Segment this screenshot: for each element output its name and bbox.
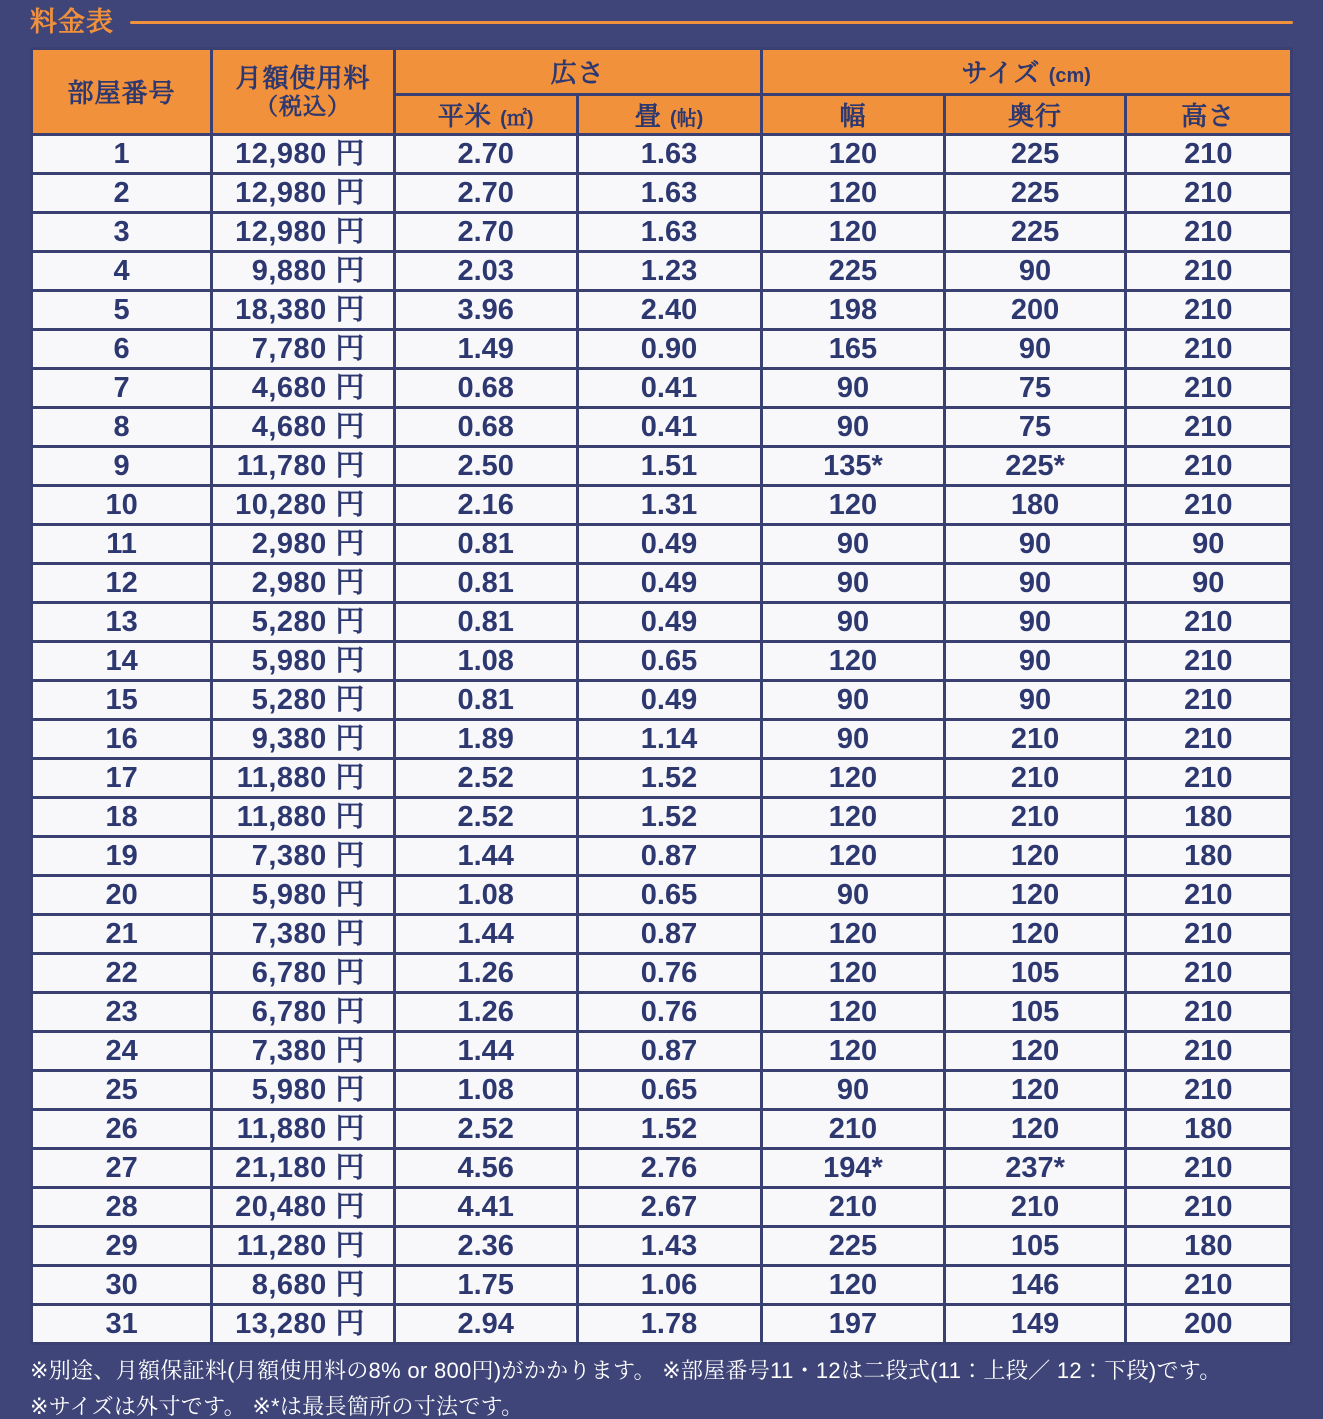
table-row xyxy=(32,642,1292,681)
height-cell: 210 xyxy=(1125,291,1291,330)
tatami-cell: 0.49 xyxy=(577,603,761,642)
height-cell: 210 xyxy=(1125,174,1291,213)
width-cell: 90 xyxy=(761,1071,945,1110)
tatami-cell: 0.65 xyxy=(577,876,761,915)
depth-cell: 180 xyxy=(945,486,1125,525)
height-cell: 210 xyxy=(1125,1188,1291,1227)
room-number-cell: 14 xyxy=(32,642,212,681)
sqm-cell: 0.81 xyxy=(394,564,577,603)
header-height-label: 高さ xyxy=(1181,101,1236,131)
height-cell: 210 xyxy=(1125,135,1291,174)
table-row xyxy=(32,603,1292,642)
sqm-cell: 1.49 xyxy=(394,330,577,369)
width-cell: 120 xyxy=(761,213,945,252)
room-number-cell: 13 xyxy=(32,603,212,642)
room-number-cell: 24 xyxy=(32,1032,212,1071)
price-cell: 11,880 円 xyxy=(212,1110,395,1149)
height-cell: 210 xyxy=(1125,1149,1291,1188)
tatami-cell: 0.49 xyxy=(577,681,761,720)
width-cell: 90 xyxy=(761,369,945,408)
sqm-cell: 0.81 xyxy=(394,525,577,564)
height-cell: 210 xyxy=(1125,642,1291,681)
tatami-cell: 0.76 xyxy=(577,954,761,993)
header-area-group-label: 広さ xyxy=(550,58,605,88)
room-number-cell: 7 xyxy=(32,369,212,408)
table-row xyxy=(32,954,1292,993)
price-cell: 5,980 円 xyxy=(212,642,395,681)
width-cell: 120 xyxy=(761,915,945,954)
table-row xyxy=(32,1110,1292,1149)
header-sqm xyxy=(394,95,577,135)
header-tatami-label: 畳 xyxy=(634,101,662,131)
tatami-cell: 1.63 xyxy=(577,135,761,174)
height-cell: 210 xyxy=(1125,369,1291,408)
header-room-number xyxy=(32,49,212,135)
table-body xyxy=(32,135,1292,1344)
room-number-cell: 1 xyxy=(32,135,212,174)
width-cell: 120 xyxy=(761,954,945,993)
table-row xyxy=(32,369,1292,408)
sqm-cell: 1.75 xyxy=(394,1266,577,1305)
header-room-number-label: 部屋番号 xyxy=(67,78,176,108)
depth-cell: 210 xyxy=(945,1188,1125,1227)
height-cell: 210 xyxy=(1125,993,1291,1032)
table-row xyxy=(32,408,1292,447)
height-cell: 210 xyxy=(1125,1032,1291,1071)
table-row xyxy=(32,213,1292,252)
depth-cell: 149 xyxy=(945,1305,1125,1344)
price-cell: 2,980 円 xyxy=(212,564,395,603)
sqm-cell: 1.26 xyxy=(394,954,577,993)
height-cell: 180 xyxy=(1125,837,1291,876)
room-number-cell: 23 xyxy=(32,993,212,1032)
tatami-cell: 1.31 xyxy=(577,486,761,525)
depth-cell: 120 xyxy=(945,915,1125,954)
width-cell: 90 xyxy=(761,408,945,447)
price-cell: 13,280 円 xyxy=(212,1305,395,1344)
width-cell: 197 xyxy=(761,1305,945,1344)
room-number-cell: 30 xyxy=(32,1266,212,1305)
room-number-cell: 16 xyxy=(32,720,212,759)
width-cell: 90 xyxy=(761,525,945,564)
price-cell: 20,480 円 xyxy=(212,1188,395,1227)
width-cell: 120 xyxy=(761,135,945,174)
height-cell: 210 xyxy=(1125,408,1291,447)
sqm-cell: 3.96 xyxy=(394,291,577,330)
price-cell: 11,880 円 xyxy=(212,759,395,798)
depth-cell: 120 xyxy=(945,1032,1125,1071)
tatami-cell: 0.65 xyxy=(577,642,761,681)
width-cell: 120 xyxy=(761,174,945,213)
depth-cell: 200 xyxy=(945,291,1125,330)
depth-cell: 90 xyxy=(945,681,1125,720)
depth-cell: 225 xyxy=(945,213,1125,252)
tatami-cell: 1.63 xyxy=(577,174,761,213)
depth-cell: 225 xyxy=(945,135,1125,174)
price-cell: 12,980 円 xyxy=(212,135,395,174)
height-cell: 180 xyxy=(1125,798,1291,837)
header-depth xyxy=(945,95,1125,135)
width-cell: 90 xyxy=(761,564,945,603)
room-number-cell: 29 xyxy=(32,1227,212,1266)
tatami-cell: 2.40 xyxy=(577,291,761,330)
width-cell: 165 xyxy=(761,330,945,369)
sqm-cell: 0.68 xyxy=(394,408,577,447)
height-cell: 210 xyxy=(1125,681,1291,720)
price-cell: 7,380 円 xyxy=(212,837,395,876)
footnote-guarantee-fee: ※別途、月額保証料(月額使用料の8% or 800円)がかかります。 ※部屋番号11・12は二段式(11：上段／ 12：下段)です。 xyxy=(30,1358,1222,1383)
depth-cell: 90 xyxy=(945,642,1125,681)
sqm-cell: 2.52 xyxy=(394,759,577,798)
title-row xyxy=(30,6,1293,38)
sqm-cell: 0.68 xyxy=(394,369,577,408)
depth-cell: 105 xyxy=(945,954,1125,993)
header-size-group-label: サイズ xyxy=(961,58,1041,88)
height-cell: 210 xyxy=(1125,252,1291,291)
depth-cell: 225 xyxy=(945,174,1125,213)
price-table xyxy=(30,47,1293,1345)
table-row xyxy=(32,330,1292,369)
tatami-cell: 0.90 xyxy=(577,330,761,369)
tatami-cell: 0.49 xyxy=(577,525,761,564)
sqm-cell: 1.44 xyxy=(394,837,577,876)
room-number-cell: 12 xyxy=(32,564,212,603)
width-cell: 198 xyxy=(761,291,945,330)
width-cell: 135* xyxy=(761,447,945,486)
sqm-cell: 4.41 xyxy=(394,1188,577,1227)
table-row xyxy=(32,291,1292,330)
table-row xyxy=(32,1032,1292,1071)
sqm-cell: 1.08 xyxy=(394,642,577,681)
table-row xyxy=(32,720,1292,759)
footnotes xyxy=(30,1357,1293,1419)
room-number-cell: 5 xyxy=(32,291,212,330)
height-cell: 210 xyxy=(1125,915,1291,954)
header-monthly-fee xyxy=(212,49,395,135)
header-monthly-fee-label: 月額使用料 xyxy=(235,63,371,94)
room-number-cell: 3 xyxy=(32,213,212,252)
table-row xyxy=(32,135,1292,174)
sqm-cell: 1.44 xyxy=(394,1032,577,1071)
width-cell: 194* xyxy=(761,1149,945,1188)
sqm-cell: 0.81 xyxy=(394,681,577,720)
header-width-label: 幅 xyxy=(839,101,867,131)
sqm-cell: 2.94 xyxy=(394,1305,577,1344)
sqm-cell: 2.70 xyxy=(394,213,577,252)
tatami-cell: 1.63 xyxy=(577,213,761,252)
room-number-cell: 25 xyxy=(32,1071,212,1110)
sqm-cell: 1.44 xyxy=(394,915,577,954)
table-row xyxy=(32,681,1292,720)
tatami-cell: 0.65 xyxy=(577,1071,761,1110)
price-cell: 10,280 円 xyxy=(212,486,395,525)
price-cell: 7,780 円 xyxy=(212,330,395,369)
price-cell: 12,980 円 xyxy=(212,174,395,213)
height-cell: 210 xyxy=(1125,954,1291,993)
tatami-cell: 0.76 xyxy=(577,993,761,1032)
room-number-cell: 31 xyxy=(32,1305,212,1344)
footnote-size-note: ※サイズは外寸です。 ※*は最長箇所の寸法です。 xyxy=(30,1393,524,1419)
header-area-group xyxy=(394,49,761,95)
tatami-cell: 1.43 xyxy=(577,1227,761,1266)
room-number-cell: 8 xyxy=(32,408,212,447)
room-number-cell: 22 xyxy=(32,954,212,993)
depth-cell: 210 xyxy=(945,798,1125,837)
room-number-cell: 26 xyxy=(32,1110,212,1149)
sqm-cell: 2.70 xyxy=(394,135,577,174)
width-cell: 210 xyxy=(761,1110,945,1149)
depth-cell: 146 xyxy=(945,1266,1125,1305)
sqm-cell: 1.26 xyxy=(394,993,577,1032)
room-number-cell: 18 xyxy=(32,798,212,837)
table-row xyxy=(32,486,1292,525)
width-cell: 120 xyxy=(761,837,945,876)
height-cell: 210 xyxy=(1125,876,1291,915)
sqm-cell: 2.70 xyxy=(394,174,577,213)
price-cell: 11,880 円 xyxy=(212,798,395,837)
depth-cell: 90 xyxy=(945,525,1125,564)
table-row xyxy=(32,993,1292,1032)
depth-cell: 90 xyxy=(945,252,1125,291)
header-sqm-label: 平米 xyxy=(437,101,492,131)
room-number-cell: 4 xyxy=(32,252,212,291)
table-row xyxy=(32,1188,1292,1227)
sqm-cell: 2.52 xyxy=(394,798,577,837)
tatami-cell: 1.23 xyxy=(577,252,761,291)
sqm-cell: 2.50 xyxy=(394,447,577,486)
table-header xyxy=(32,49,1292,135)
depth-cell: 120 xyxy=(945,1110,1125,1149)
room-number-cell: 2 xyxy=(32,174,212,213)
width-cell: 120 xyxy=(761,993,945,1032)
sqm-cell: 1.08 xyxy=(394,1071,577,1110)
width-cell: 225 xyxy=(761,252,945,291)
table-row xyxy=(32,837,1292,876)
table-row xyxy=(32,525,1292,564)
height-cell: 180 xyxy=(1125,1110,1291,1149)
depth-cell: 210 xyxy=(945,720,1125,759)
height-cell: 90 xyxy=(1125,525,1291,564)
width-cell: 120 xyxy=(761,486,945,525)
width-cell: 90 xyxy=(761,876,945,915)
room-number-cell: 9 xyxy=(32,447,212,486)
table-row xyxy=(32,1149,1292,1188)
height-cell: 210 xyxy=(1125,330,1291,369)
room-number-cell: 6 xyxy=(32,330,212,369)
tatami-cell: 1.52 xyxy=(577,1110,761,1149)
page-title: 料金表 xyxy=(30,6,114,37)
price-cell: 11,280 円 xyxy=(212,1227,395,1266)
sqm-cell: 2.36 xyxy=(394,1227,577,1266)
depth-cell: 90 xyxy=(945,603,1125,642)
width-cell: 225 xyxy=(761,1227,945,1266)
height-cell: 210 xyxy=(1125,447,1291,486)
depth-cell: 237* xyxy=(945,1149,1125,1188)
sqm-cell: 1.08 xyxy=(394,876,577,915)
tatami-cell: 0.41 xyxy=(577,408,761,447)
header-tatami xyxy=(577,95,761,135)
sqm-cell: 2.03 xyxy=(394,252,577,291)
depth-cell: 225* xyxy=(945,447,1125,486)
price-cell: 5,280 円 xyxy=(212,603,395,642)
depth-cell: 75 xyxy=(945,369,1125,408)
depth-cell: 90 xyxy=(945,330,1125,369)
width-cell: 90 xyxy=(761,720,945,759)
room-number-cell: 28 xyxy=(32,1188,212,1227)
price-cell: 9,880 円 xyxy=(212,252,395,291)
width-cell: 120 xyxy=(761,642,945,681)
header-height xyxy=(1125,95,1291,135)
tatami-cell: 1.78 xyxy=(577,1305,761,1344)
price-cell: 5,280 円 xyxy=(212,681,395,720)
header-tatami-unit: (帖) xyxy=(669,108,704,130)
sqm-cell: 2.16 xyxy=(394,486,577,525)
header-size-group-unit: (cm) xyxy=(1048,65,1091,87)
table-row xyxy=(32,564,1292,603)
room-number-cell: 21 xyxy=(32,915,212,954)
table-row xyxy=(32,174,1292,213)
sqm-cell: 2.52 xyxy=(394,1110,577,1149)
tatami-cell: 1.52 xyxy=(577,798,761,837)
height-cell: 90 xyxy=(1125,564,1291,603)
room-number-cell: 11 xyxy=(32,525,212,564)
tatami-cell: 0.49 xyxy=(577,564,761,603)
width-cell: 120 xyxy=(761,798,945,837)
depth-cell: 90 xyxy=(945,564,1125,603)
tatami-cell: 0.87 xyxy=(577,837,761,876)
width-cell: 120 xyxy=(761,1266,945,1305)
table-row xyxy=(32,1305,1292,1344)
price-cell: 2,980 円 xyxy=(212,525,395,564)
depth-cell: 75 xyxy=(945,408,1125,447)
price-cell: 5,980 円 xyxy=(212,1071,395,1110)
depth-cell: 120 xyxy=(945,837,1125,876)
height-cell: 210 xyxy=(1125,213,1291,252)
depth-cell: 210 xyxy=(945,759,1125,798)
header-group-row xyxy=(32,49,1292,95)
header-sqm-unit: (㎡) xyxy=(500,108,534,130)
tatami-cell: 1.14 xyxy=(577,720,761,759)
price-cell: 4,680 円 xyxy=(212,369,395,408)
table-row xyxy=(32,1227,1292,1266)
table-row xyxy=(32,915,1292,954)
width-cell: 210 xyxy=(761,1188,945,1227)
price-cell: 8,680 円 xyxy=(212,1266,395,1305)
tatami-cell: 0.87 xyxy=(577,915,761,954)
tatami-cell: 0.87 xyxy=(577,1032,761,1071)
depth-cell: 120 xyxy=(945,1071,1125,1110)
depth-cell: 120 xyxy=(945,876,1125,915)
price-cell: 5,980 円 xyxy=(212,876,395,915)
table-row xyxy=(32,798,1292,837)
price-cell: 11,780 円 xyxy=(212,447,395,486)
width-cell: 90 xyxy=(761,681,945,720)
tatami-cell: 0.41 xyxy=(577,369,761,408)
price-cell: 18,380 円 xyxy=(212,291,395,330)
sqm-cell: 4.56 xyxy=(394,1149,577,1188)
sqm-cell: 0.81 xyxy=(394,603,577,642)
height-cell: 210 xyxy=(1125,759,1291,798)
height-cell: 210 xyxy=(1125,720,1291,759)
room-number-cell: 19 xyxy=(32,837,212,876)
table-row xyxy=(32,447,1292,486)
depth-cell: 105 xyxy=(945,1227,1125,1266)
width-cell: 120 xyxy=(761,759,945,798)
room-number-cell: 15 xyxy=(32,681,212,720)
height-cell: 210 xyxy=(1125,486,1291,525)
room-number-cell: 20 xyxy=(32,876,212,915)
room-number-cell: 27 xyxy=(32,1149,212,1188)
header-depth-label: 奥行 xyxy=(1008,101,1063,131)
price-cell: 7,380 円 xyxy=(212,915,395,954)
height-cell: 180 xyxy=(1125,1227,1291,1266)
price-cell: 12,980 円 xyxy=(212,213,395,252)
price-cell: 9,380 円 xyxy=(212,720,395,759)
depth-cell: 105 xyxy=(945,993,1125,1032)
tatami-cell: 1.06 xyxy=(577,1266,761,1305)
table-row xyxy=(32,1266,1292,1305)
tatami-cell: 1.51 xyxy=(577,447,761,486)
height-cell: 210 xyxy=(1125,603,1291,642)
price-cell: 4,680 円 xyxy=(212,408,395,447)
table-row xyxy=(32,1071,1292,1110)
room-number-cell: 17 xyxy=(32,759,212,798)
price-cell: 21,180 円 xyxy=(212,1149,395,1188)
header-width xyxy=(761,95,945,135)
price-cell: 7,380 円 xyxy=(212,1032,395,1071)
price-cell: 6,780 円 xyxy=(212,954,395,993)
height-cell: 210 xyxy=(1125,1266,1291,1305)
header-monthly-fee-tax-label: （税込） xyxy=(255,93,352,120)
header-size-group xyxy=(761,49,1292,95)
height-cell: 200 xyxy=(1125,1305,1291,1344)
width-cell: 120 xyxy=(761,1032,945,1071)
tatami-cell: 2.76 xyxy=(577,1149,761,1188)
tatami-cell: 2.67 xyxy=(577,1188,761,1227)
table-row xyxy=(32,252,1292,291)
room-number-cell: 10 xyxy=(32,486,212,525)
title-rule-line xyxy=(130,21,1293,24)
width-cell: 90 xyxy=(761,603,945,642)
table-row xyxy=(32,759,1292,798)
price-cell: 6,780 円 xyxy=(212,993,395,1032)
tatami-cell: 1.52 xyxy=(577,759,761,798)
table-row xyxy=(32,876,1292,915)
height-cell: 210 xyxy=(1125,1071,1291,1110)
sqm-cell: 1.89 xyxy=(394,720,577,759)
